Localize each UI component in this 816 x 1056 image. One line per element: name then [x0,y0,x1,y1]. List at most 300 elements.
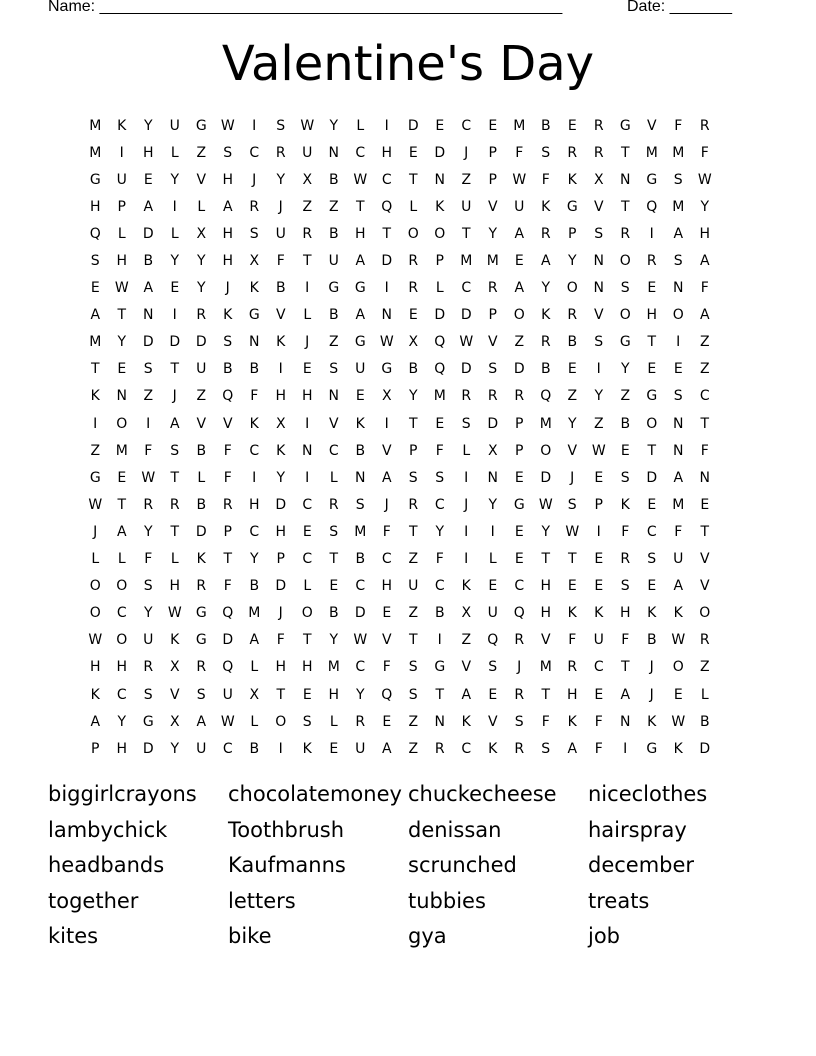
grid-row [82,518,718,545]
grid-letter: N [673,280,684,297]
grid-letter: R [408,280,419,297]
grid-letter: H [301,388,313,405]
grid-letter: T [276,686,286,703]
date-field[interactable]: Date: _______ [627,0,732,15]
grid-letter: A [567,740,578,757]
grid-letter: E [382,605,392,622]
grid-letter: E [170,280,180,297]
grid-row [82,112,718,139]
grid-letter: N [620,713,631,730]
grid-letter: Y [700,198,710,215]
grid-letter: J [649,659,654,676]
grid-letter: J [384,496,389,513]
grid-letter: F [621,632,630,649]
grid-letter: M [433,388,446,405]
grid-letter: N [302,442,313,459]
grid-letter: O [672,659,684,676]
grid-letter: S [461,415,471,432]
grid-letter: X [461,605,472,622]
grid-letter: M [89,144,102,161]
grid-letter: W [379,334,394,351]
grid-letter: W [300,117,315,134]
grid-letter: T [700,415,710,432]
grid-letter: E [117,469,127,486]
grid-letter: Y [620,361,630,378]
grid-letter: D [275,578,287,595]
word-list-item: biggirlcrayons [48,782,197,806]
grid-letter: Y [355,686,365,703]
grid-letter: Y [594,388,604,405]
grid-letter: M [327,659,340,676]
grid-letter: A [116,523,127,540]
grid-letter: L [488,551,497,568]
grid-letter: R [169,496,180,513]
grid-letter: D [646,469,658,486]
grid-letter: S [143,686,153,703]
grid-letter: S [355,496,365,513]
grid-letter: Z [302,198,313,215]
grid-letter: T [170,469,180,486]
grid-letter: P [515,415,524,432]
grid-letter: V [328,415,339,432]
grid-letter: V [699,551,710,568]
word-list-item: kites [48,924,99,949]
grid-letter: G [381,361,393,378]
grid-letter: D [487,415,499,432]
grid-letter: E [329,578,339,595]
grid-letter: L [303,307,312,324]
grid-letter: D [434,307,446,324]
grid-letter: E [329,740,339,757]
grid-letter: L [329,713,338,730]
grid-letter: W [697,171,712,188]
grid-letter: A [222,198,233,215]
grid-letter: E [673,361,683,378]
grid-letter: F [568,632,577,649]
grid-letter: S [302,713,312,730]
grid-row [82,220,718,247]
grid-letter: T [435,686,445,703]
grid-letter: A [355,307,366,324]
grid-letter: C [328,442,339,459]
grid-letter: V [699,578,710,595]
grid-letter: T [408,415,418,432]
grid-letter: L [117,551,126,568]
grid-letter: Y [117,334,127,351]
grid-letter: E [647,280,657,297]
grid-letter: E [647,578,657,595]
grid-letter: T [382,225,392,242]
grid-letter: Y [170,253,180,270]
grid-letter: G [248,307,260,324]
grid-letter: T [355,198,365,215]
grid-letter: Z [328,334,339,351]
grid-letter: S [408,469,418,486]
grid-letter: H [222,225,234,242]
grid-letter: R [408,253,419,270]
grid-letter: G [566,198,578,215]
grid-letter: Q [434,361,446,378]
grid-letter: H [89,198,101,215]
grid-letter: C [593,659,604,676]
name-field[interactable]: Name: ____________________________________________________ [48,0,563,15]
grid-letter: X [249,253,260,270]
grid-letter: R [408,496,419,513]
grid-letter: R [143,496,154,513]
grid-letter: N [328,388,339,405]
grid-letter: N [673,442,684,459]
grid-letter: S [90,253,100,270]
grid-letter: R [275,144,286,161]
grid-letter: E [594,469,604,486]
grid-letter: O [89,578,101,595]
grid-letter: S [673,171,683,188]
grid-letter: E [514,551,524,568]
grid-letter: S [223,334,233,351]
grid-letter: H [699,225,711,242]
grid-letter: B [328,225,339,242]
grid-letter: Y [488,496,498,513]
grid-letter: W [141,469,156,486]
grid-letter: M [460,253,473,270]
grid-letter: T [223,551,233,568]
grid-letter: B [540,361,551,378]
grid-letter: M [539,659,552,676]
grid-letter: U [116,171,127,188]
grid-letter: I [252,117,257,134]
grid-letter: O [407,225,419,242]
grid-letter: B [328,307,339,324]
grid-row [82,275,718,302]
word-list-item: together [48,888,139,913]
grid-letter: T [408,523,418,540]
grid-letter: D [142,225,154,242]
grid-letter: U [487,605,498,622]
grid-letter: W [538,496,553,513]
grid-letter: R [567,144,578,161]
grid-letter: T [620,144,630,161]
grid-letter: C [249,442,260,459]
grid-letter: V [540,632,551,649]
grid-row [82,302,718,329]
grid-letter: M [248,605,261,622]
grid-letter: B [620,415,631,432]
grid-letter: Q [513,605,525,622]
grid-letter: R [328,496,339,513]
grid-letter: O [672,307,684,324]
grid-letter: J [225,280,230,297]
grid-letter: F [515,144,524,161]
grid-letter: M [672,144,685,161]
grid-letter: A [514,280,525,297]
grid-letter: G [89,469,101,486]
grid-letter: A [673,469,684,486]
grid-letter: Z [699,659,710,676]
grid-letter: G [354,334,366,351]
grid-letter: U [514,198,525,215]
grid-letter: E [302,686,312,703]
grid-letter: K [117,117,127,134]
grid-letter: S [196,686,206,703]
grid-letter: S [647,551,657,568]
grid-letter: Q [222,605,234,622]
grid-letter: X [169,713,180,730]
grid-letter: O [434,225,446,242]
grid-row [82,681,718,708]
grid-letter: Y [143,117,153,134]
grid-letter: T [329,551,339,568]
grid-letter: V [222,415,233,432]
grid-letter: Z [90,442,101,459]
grid-letter: K [276,442,286,459]
grid-letter: Z [461,632,472,649]
grid-letter: L [197,198,206,215]
grid-letter: E [435,117,445,134]
grid-letter: M [513,117,526,134]
grid-letter: W [353,171,368,188]
grid-letter: W [88,496,103,513]
grid-letter: S [329,523,339,540]
grid-letter: A [673,578,684,595]
grid-letter: I [596,523,601,540]
grid-letter: F [594,713,603,730]
grid-letter: J [305,334,310,351]
grid-letter: E [514,253,524,270]
grid-letter: T [461,225,471,242]
grid-letter: A [461,686,472,703]
grid-letter: V [381,632,392,649]
grid-letter: A [169,415,180,432]
grid-letter: T [117,307,127,324]
grid-letter: S [408,659,418,676]
grid-letter: F [276,632,285,649]
grid-letter: G [89,171,101,188]
grid-letter: Y [567,415,577,432]
grid-letter: O [275,713,287,730]
grid-letter: W [88,632,103,649]
grid-letter: B [408,361,419,378]
grid-letter: U [275,225,286,242]
grid-letter: U [593,632,604,649]
grid-letter: H [116,253,128,270]
grid-letter: E [408,307,418,324]
grid-letter: D [354,605,366,622]
grid-letter: O [116,578,128,595]
grid-letter: J [252,171,257,188]
grid-letter: V [487,713,498,730]
grid-letter: I [384,280,389,297]
grid-letter: B [567,334,578,351]
grid-letter: Q [381,198,393,215]
grid-row [82,139,718,166]
grid-letter: O [540,442,552,459]
grid-row [82,410,718,437]
grid-letter: Y [249,551,259,568]
grid-letter: I [464,523,469,540]
grid-letter: W [591,442,606,459]
word-list [48,778,768,956]
grid-letter: K [355,415,365,432]
grid-letter: T [302,253,312,270]
grid-letter: A [514,225,525,242]
grid-letter: X [302,171,313,188]
grid-letter: H [142,144,154,161]
grid-letter: O [566,280,578,297]
grid-letter: C [514,578,525,595]
grid-letter: G [646,740,658,757]
grid-letter: N [143,307,154,324]
grid-letter: H [169,578,181,595]
grid-letter: L [303,578,312,595]
grid-letter: H [275,659,287,676]
grid-letter: F [621,523,630,540]
grid-letter: J [464,144,469,161]
grid-letter: Z [699,361,710,378]
grid-letter: R [593,117,604,134]
grid-letter: H [89,659,101,676]
grid-letter: B [540,117,551,134]
grid-letter: H [248,496,260,513]
grid-letter: B [328,605,339,622]
grid-letter: R [646,253,657,270]
grid-letter: U [302,144,313,161]
grid-letter: I [93,415,98,432]
grid-letter: H [540,578,552,595]
grid-letter: I [649,225,654,242]
grid-letter: H [540,605,552,622]
grid-letter: R [567,659,578,676]
grid-letter: O [89,605,101,622]
grid-letter: U [196,361,207,378]
grid-row [82,166,718,193]
grid-letter: F [276,253,285,270]
grid-letter: H [222,171,234,188]
grid-row [82,464,718,491]
grid-letter: R [514,388,525,405]
grid-letter: I [172,198,177,215]
word-list-item: lambychick [48,817,168,842]
grid-letter: I [146,415,151,432]
grid-letter: A [90,307,101,324]
grid-letter: O [116,632,128,649]
grid-letter: M [486,253,499,270]
grid-letter: S [673,388,683,405]
grid-letter: U [222,686,233,703]
grid-letter: E [700,496,710,513]
grid-letter: T [302,632,312,649]
grid-letter: D [222,632,234,649]
grid-letter: F [541,713,550,730]
grid-letter: E [488,117,498,134]
grid-letter: K [673,605,683,622]
grid-letter: R [434,740,445,757]
grid-letter: Z [567,388,578,405]
grid-letter: K [567,171,577,188]
grid-letter: S [594,225,604,242]
grid-letter: X [275,415,286,432]
grid-letter: D [381,253,393,270]
grid-letter: C [381,171,392,188]
grid-letter: D [513,361,525,378]
grid-letter: F [700,280,709,297]
grid-letter: F [435,442,444,459]
grid-letter: V [275,307,286,324]
grid-letter: X [408,334,419,351]
grid-letter: A [699,253,710,270]
grid-letter: H [301,659,313,676]
grid-letter: E [488,686,498,703]
grid-letter: D [434,144,446,161]
grid-letter: L [250,659,259,676]
grid-letter: I [278,361,283,378]
grid-letter: X [381,388,392,405]
grid-letter: W [220,117,235,134]
grid-letter: N [249,334,260,351]
grid-letter: Y [170,171,180,188]
grid-letter: G [195,117,207,134]
grid-letter: L [700,686,709,703]
grid-letter: X [593,171,604,188]
grid-letter: T [541,686,551,703]
grid-letter: X [249,686,260,703]
grid-letter: A [196,713,207,730]
grid-letter: L [435,280,444,297]
grid-letter: A [143,198,154,215]
grid-letter: N [487,469,498,486]
word-list-item: treats [588,888,650,913]
grid-letter: U [143,632,154,649]
grid-letter: C [249,523,260,540]
grid-letter: E [647,496,657,513]
grid-letter: H [354,225,366,242]
word-list-item: job [588,924,621,949]
grid-letter: R [699,632,710,649]
grid-letter: B [434,605,445,622]
grid-letter: G [434,659,446,676]
grid-letter: L [170,225,179,242]
grid-letter: K [647,713,657,730]
grid-letter: T [117,496,127,513]
grid-letter: E [594,551,604,568]
word-list-item: Toothbrush [228,817,345,842]
grid-letter: E [435,415,445,432]
grid-letter: I [384,415,389,432]
grid-letter: V [487,198,498,215]
grid-letter: F [700,442,709,459]
grid-letter: Q [540,388,552,405]
grid-letter: H [275,388,287,405]
grid-letter: E [355,388,365,405]
grid-row [82,627,718,654]
grid-letter: O [646,415,658,432]
grid-letter: F [144,442,153,459]
grid-letter: L [170,144,179,161]
grid-letter: C [302,551,313,568]
grid-letter: D [142,334,154,351]
grid-letter: E [647,361,657,378]
grid-letter: J [172,388,177,405]
grid-letter: P [409,442,418,459]
grid-row [82,437,718,464]
grid-letter: Z [408,605,419,622]
grid-letter: V [487,334,498,351]
grid-letter: N [328,144,339,161]
grid-letter: I [464,469,469,486]
grid-row [82,546,718,573]
grid-letter: F [674,523,683,540]
grid-letter: C [461,117,472,134]
grid-letter: T [90,361,100,378]
